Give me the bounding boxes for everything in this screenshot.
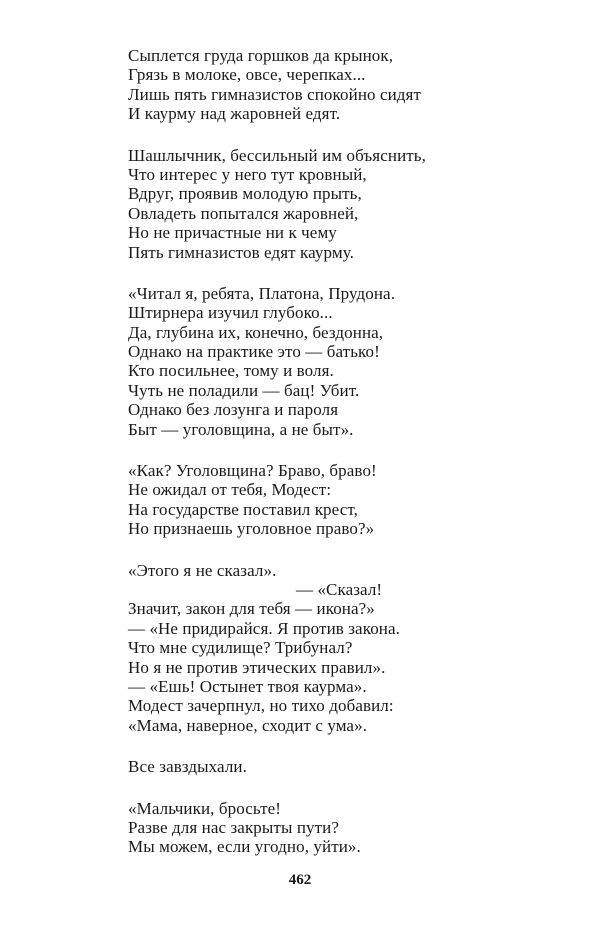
stanza	[128, 46, 548, 124]
verse-line: Все завздыхали.	[128, 757, 247, 777]
verse-line: «Как? Уголовщина? Браво, браво!	[128, 461, 377, 481]
stanza	[128, 284, 548, 439]
verse-line: Овладеть попытался жаровней,	[128, 203, 359, 223]
verse-line: Модест зачерпнул, но тихо добавил:	[128, 696, 394, 716]
verse-line: «Мальчики, бросьте!	[128, 798, 282, 818]
stanza	[128, 461, 548, 539]
verse-line: «Читал я, ребята, Платона, Прудона.	[128, 283, 396, 303]
stanza-break	[128, 439, 548, 461]
verse-line: Значит, закон для тебя — икона?»	[128, 599, 375, 619]
stanza	[128, 757, 548, 776]
verse-line: На государстве поставил крест,	[128, 499, 358, 519]
verse-line: «Мама, наверное, сходит с ума».	[128, 715, 368, 735]
verse-line: Штирнера изучил глубоко...	[128, 303, 333, 323]
verse-line: Да, глубина их, конечно, бездонна,	[128, 322, 384, 342]
verse-line: Мы можем, если угодно, уйти».	[128, 837, 361, 857]
verse-line: Вдруг, проявив молодую прыть,	[128, 184, 362, 204]
verse-line: Но я не против этических правил».	[128, 657, 386, 677]
verse-line: И каурму над жаровней едят.	[128, 104, 341, 124]
stanza	[128, 561, 548, 736]
verse-line: Пять гимназистов едят каурму.	[128, 242, 354, 262]
verse-line: Кто посильнее, тому и воля.	[128, 361, 334, 381]
page-number: 462	[288, 872, 312, 888]
verse-line: Разве для нас закрыты пути?	[128, 817, 339, 837]
verse-line: Чуть не поладили — бац! Убит.	[128, 380, 360, 400]
verse-line: Лишь пять гимназистов спокойно сидят	[128, 84, 422, 104]
verse-line: «Этого я не сказал».	[128, 560, 277, 580]
verse-line: Что интерес у него тут кровный,	[128, 164, 367, 184]
verse-line: Однако на практике это — батько!	[128, 342, 380, 362]
verse-line: Быт — уголовщина, а не быт».	[128, 419, 354, 439]
verse-line: Однако без лозунга и пароля	[128, 400, 339, 420]
stanza-break	[128, 539, 548, 561]
verse-line: Не ожидал от тебя, Модест:	[128, 480, 332, 500]
stanza-break	[128, 777, 548, 799]
verse-line: Но не причастные ни к чему	[128, 223, 337, 243]
stanza	[128, 799, 548, 857]
verse-line: — «Ешь! Остынет твоя каурма».	[128, 676, 367, 696]
stanza-break	[128, 124, 548, 146]
verse-line: Шашлычник, бессильный им объяснить,	[128, 145, 426, 165]
verse-line: — «Не придирайся. Я против закона.	[128, 618, 400, 638]
verse-line-indented: — «Сказал!	[296, 579, 383, 599]
stanza-break	[128, 262, 548, 284]
verse-line: Но признаешь уголовное право?»	[128, 519, 375, 539]
verse-line: Сыплется груда горшков да крынок,	[128, 46, 394, 65]
poem-text	[128, 46, 548, 857]
stanza-break	[128, 735, 548, 757]
verse-line: Грязь в молоке, овсе, черепках...	[128, 65, 366, 85]
verse-line: Что мне судилище? Трибунал?	[128, 638, 353, 658]
stanza	[128, 146, 548, 262]
